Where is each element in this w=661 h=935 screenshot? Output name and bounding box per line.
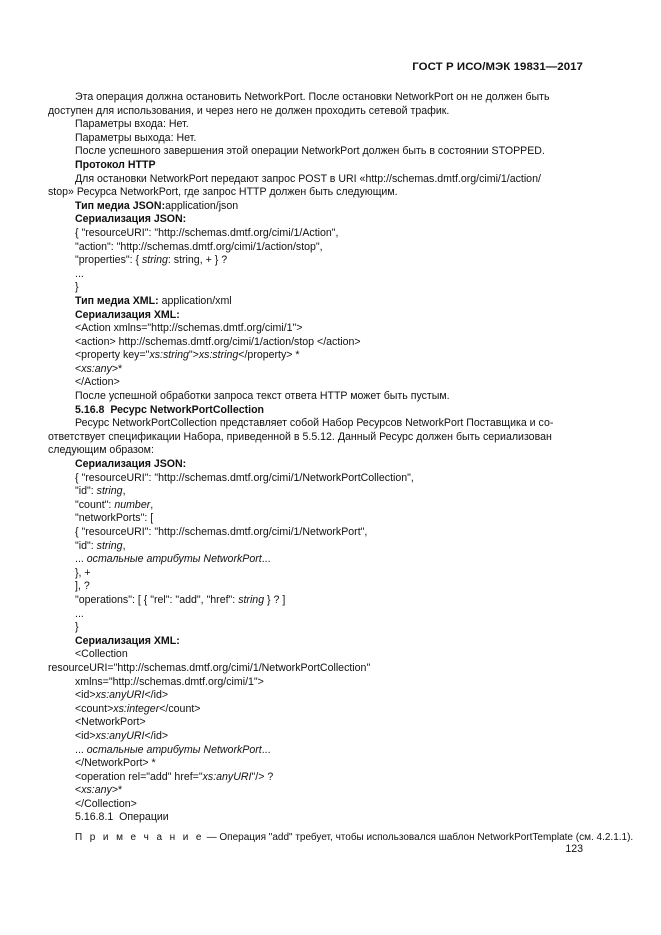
code-line: </NetworkPort> * [75,757,156,770]
code-line: ], ? [75,580,90,593]
code-line: "id": string, [75,485,126,498]
subsection-heading: 5.16.8.1 Операции [75,811,169,824]
page-number: 123 [565,843,583,855]
json-serialization-heading: Сериализация JSON: [75,458,187,471]
code-line: "networkPorts": [ [75,512,154,525]
code-line: <NetworkPort> [75,716,146,729]
code-line: <Collection [75,648,128,661]
note [48,831,634,845]
section-heading: 5.16.8 Ресурс NetworkPortCollection [75,403,265,416]
code-line: "operations": [ { "rel": "add", "href": string } ? ] [75,593,286,606]
code-line: <operation rel="add" href="xs:anyURI"/> ? [75,770,274,783]
code-line: "action": "http://schemas.dmtf.org/cimi/1/action/stop", [75,240,323,253]
document-header: ГОСТ Р ИСО/МЭК 19831—2017 [412,61,583,73]
code-line: "id": string, [75,539,126,552]
code-line: { "resourceURI": "http://schemas.dmtf.org/cimi/1/NetworkPort", [75,526,368,538]
code-line: <Action xmlns="http://schemas.dmtf.org/cimi/1"> [75,322,303,335]
code-line: } [75,621,79,634]
code-line: <id>xs:anyURI</id> [75,689,169,702]
paragraph-continuation: следующим образом: [48,444,154,457]
code-line: </Action> [75,376,120,389]
code-line: "count": number, [75,498,154,511]
note-text: — Операция "add" требует, чтобы использовался шаблон NetworkPortTemplate (см. 4.2.1.1). [203,832,634,844]
code-line: ... [75,607,84,620]
code-line: } [75,281,79,294]
code-line: <action> http://schemas.dmtf.org/cimi/1/action/stop </action> [75,335,361,348]
xml-serialization-heading: Сериализация XML: [75,308,180,321]
paragraph-post-request: Для остановки NetworkPort передают запрос POST в URI «http://schemas.dmtf.org/cimi/1/action/ [75,172,541,185]
code-line: <property key="xs:string">xs:string</property> * [75,349,300,362]
xml-serialization-heading: Сериализация XML: [75,634,180,647]
input-params: Параметры входа: Нет. [75,118,189,131]
paragraph-continuation: доступен для использования, и через него не должен проходить сетевой трафик. [48,104,450,117]
code-line: </Collection> [75,797,137,810]
paragraph-collection: Ресурс NetworkPortCollection представляет собой Набор Ресурсов NetworkPort Поставщика и со- [75,417,554,430]
paragraph-continuation: ответствует спецификации Набора, приведенной в 5.5.12. Данный Ресурс должен быть сериализован [48,430,552,443]
code-line: ... [75,267,84,280]
code-line: <count>xs:integer</count> [75,702,201,715]
after-http-text: После успешной обработки запроса текст ответа HTTP может быть пустым. [75,390,450,403]
code-line: }, + [75,566,91,579]
code-line: xmlns="http://schemas.dmtf.org/cimi/1"> [75,675,264,688]
xml-media-type: Тип медиа XML: application/xml [75,294,232,307]
code-line: { "resourceURI": "http://schemas.dmtf.org/cimi/1/Action", [75,226,339,239]
code-line: ... остальные атрибуты NetworkPort... [75,553,271,566]
after-success-text: После успешного завершения этой операции NetworkPort должен быть в состоянии STOPPED. [75,145,545,158]
note-label: П р и м е ч а н и е [75,832,204,844]
output-params: Параметры выхода: Нет. [75,131,197,144]
paragraph-stop-operation: Эта операция должна остановить NetworkPort. После остановки NetworkPort он не должен быть [75,91,550,103]
code-line: { "resourceURI": "http://schemas.dmtf.org/cimi/1/NetworkPortCollection", [75,471,414,484]
code-line: <xs:any>* [75,784,123,797]
http-protocol-heading: Протокол HTTP [75,158,156,171]
code-line: "properties": { string: string, + } ? [75,254,228,267]
paragraph-continuation: stop» Ресурса NetworkPort, где запрос HTTP должен быть следующим. [48,186,398,199]
json-media-type: Тип медиа JSON:application/json [75,199,239,212]
page-body [48,91,634,855]
code-line: resourceURI="http://schemas.dmtf.org/cimi/1/NetworkPortCollection" [48,661,371,674]
code-line: <xs:any>* [75,362,123,375]
code-line: ... остальные атрибуты NetworkPort... [75,743,271,756]
code-line: <id>xs:anyURI</id> [75,729,169,742]
json-serialization-heading: Сериализация JSON: [75,213,187,226]
